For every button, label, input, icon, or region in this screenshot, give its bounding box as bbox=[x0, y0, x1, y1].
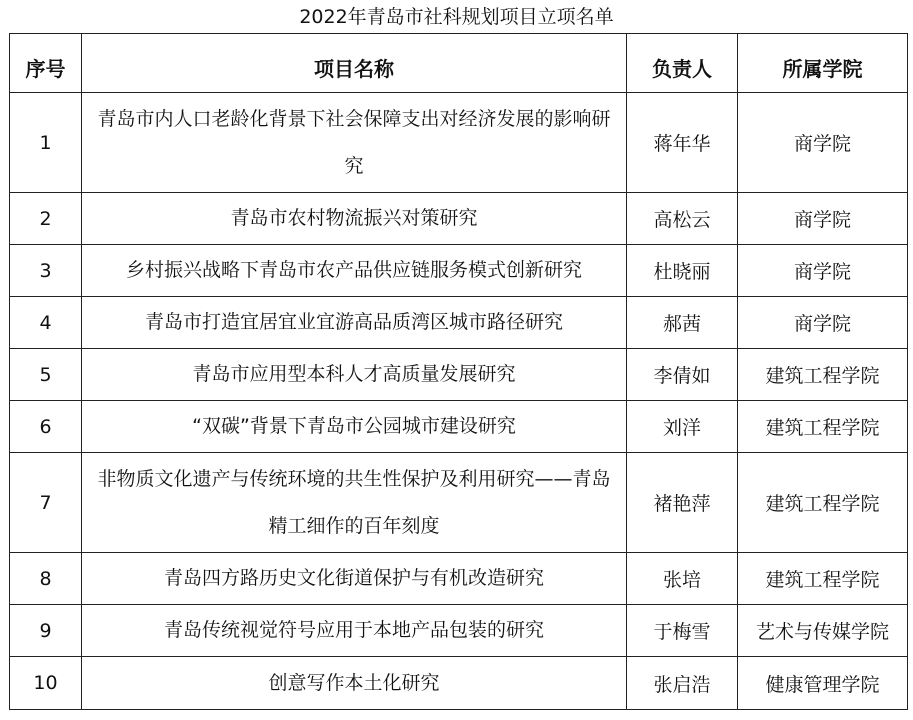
cell-project: 青岛市打造宜居宜业宜游高品质湾区城市路径研究 bbox=[82, 297, 627, 349]
header-leader: 负责人 bbox=[627, 34, 738, 93]
cell-leader: 李倩如 bbox=[627, 349, 738, 401]
cell-leader: 张启浩 bbox=[627, 657, 738, 710]
cell-project: 青岛传统视觉符号应用于本地产品包装的研究 bbox=[82, 605, 627, 657]
cell-no: 5 bbox=[10, 349, 82, 401]
cell-project: 创意写作本土化研究 bbox=[82, 657, 627, 710]
table-row bbox=[10, 453, 908, 553]
cell-project: 乡村振兴战略下青岛市农产品供应链服务模式创新研究 bbox=[82, 245, 627, 297]
cell-college: 建筑工程学院 bbox=[738, 453, 908, 553]
cell-no: 1 bbox=[10, 93, 82, 193]
cell-leader: 郝茜 bbox=[627, 297, 738, 349]
cell-no: 9 bbox=[10, 605, 82, 657]
cell-project: “双碳”背景下青岛市公园城市建设研究 bbox=[82, 401, 627, 453]
cell-college: 商学院 bbox=[738, 297, 908, 349]
cell-leader: 高松云 bbox=[627, 193, 738, 245]
cell-project: 青岛市农村物流振兴对策研究 bbox=[82, 193, 627, 245]
cell-college: 艺术与传媒学院 bbox=[738, 605, 908, 657]
cell-project: 青岛市内人口老龄化背景下社会保障支出对经济发展的影响研究 bbox=[82, 93, 627, 193]
cell-leader: 张培 bbox=[627, 553, 738, 605]
table-row bbox=[10, 297, 908, 349]
table-row bbox=[10, 605, 908, 657]
cell-college: 健康管理学院 bbox=[738, 657, 908, 710]
cell-leader: 刘洋 bbox=[627, 401, 738, 453]
cell-leader: 于梅雪 bbox=[627, 605, 738, 657]
header-college: 所属学院 bbox=[738, 34, 908, 93]
cell-college: 商学院 bbox=[738, 93, 908, 193]
cell-project: 青岛市应用型本科人才高质量发展研究 bbox=[82, 349, 627, 401]
table-row bbox=[10, 657, 908, 710]
cell-college: 建筑工程学院 bbox=[738, 349, 908, 401]
cell-college: 商学院 bbox=[738, 193, 908, 245]
table-header-row bbox=[10, 34, 908, 93]
table-row bbox=[10, 193, 908, 245]
table-row bbox=[10, 245, 908, 297]
table-row bbox=[10, 553, 908, 605]
cell-project: 青岛四方路历史文化街道保护与有机改造研究 bbox=[82, 553, 627, 605]
cell-no: 4 bbox=[10, 297, 82, 349]
cell-no: 2 bbox=[10, 193, 82, 245]
document-title: 2022年青岛市社科规划项目立项名单 bbox=[299, 6, 614, 28]
cell-no: 10 bbox=[10, 657, 82, 710]
cell-leader: 杜晓丽 bbox=[627, 245, 738, 297]
header-no: 序号 bbox=[10, 34, 82, 93]
cell-leader: 褚艳萍 bbox=[627, 453, 738, 553]
cell-college: 建筑工程学院 bbox=[738, 401, 908, 453]
cell-no: 6 bbox=[10, 401, 82, 453]
cell-college: 商学院 bbox=[738, 245, 908, 297]
project-table bbox=[9, 33, 908, 710]
cell-college: 建筑工程学院 bbox=[738, 553, 908, 605]
cell-no: 3 bbox=[10, 245, 82, 297]
table-row bbox=[10, 349, 908, 401]
cell-no: 7 bbox=[10, 453, 82, 553]
table-row bbox=[10, 93, 908, 193]
cell-project: 非物质文化遗产与传统环境的共生性保护及利用研究——青岛精工细作的百年刻度 bbox=[82, 453, 627, 553]
cell-leader: 蒋年华 bbox=[627, 93, 738, 193]
table-row bbox=[10, 401, 908, 453]
cell-no: 8 bbox=[10, 553, 82, 605]
header-project: 项目名称 bbox=[82, 34, 627, 93]
